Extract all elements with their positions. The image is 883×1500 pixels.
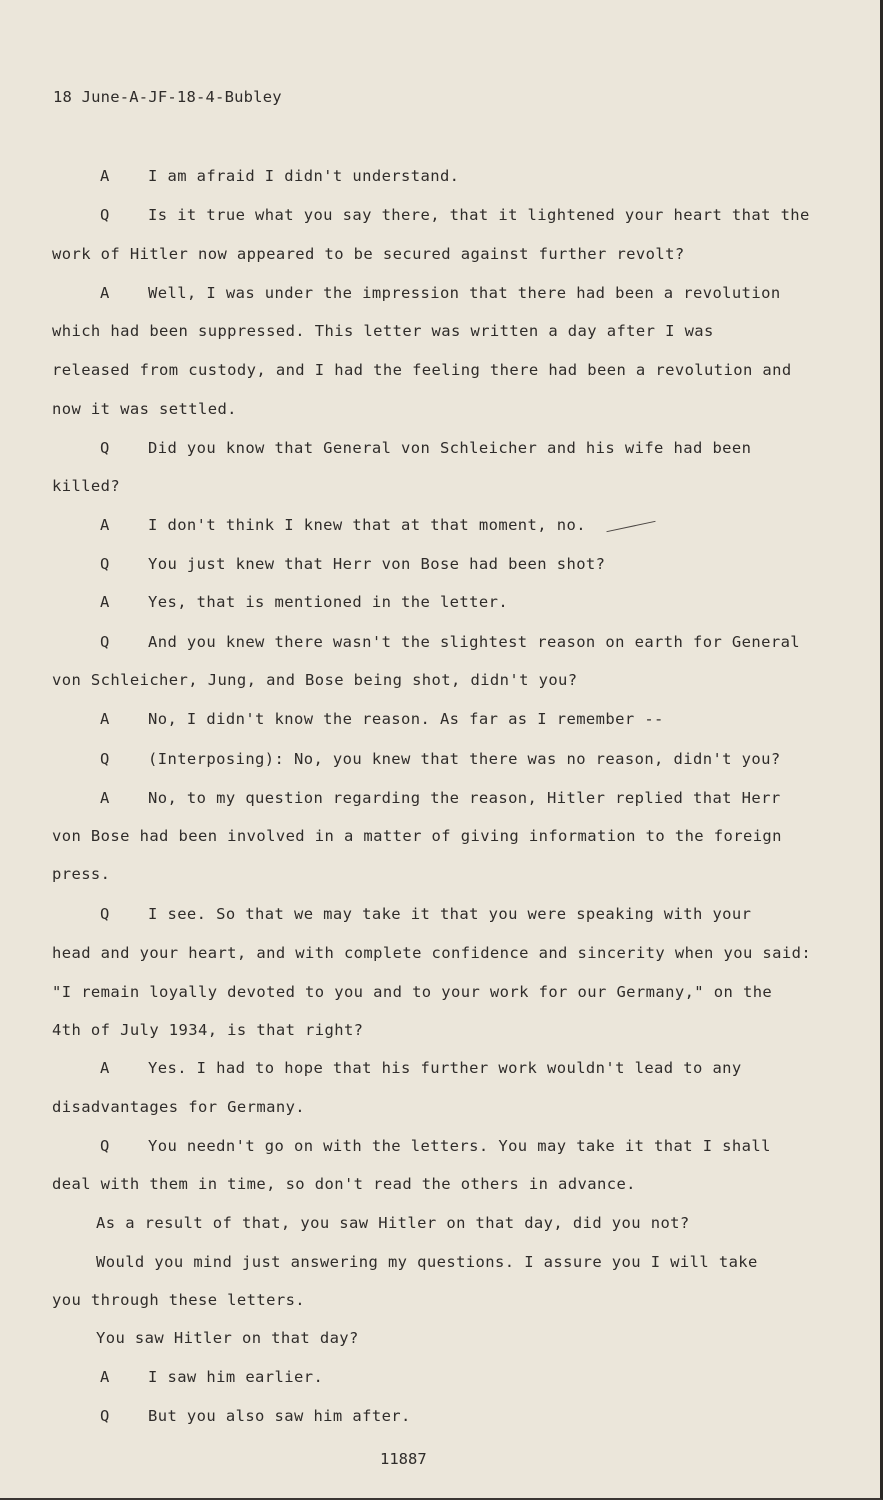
speaker-label: Q — [100, 633, 110, 651]
pen-mark — [606, 521, 655, 532]
page-number: 11887 — [380, 1450, 427, 1468]
transcript-line: But you also saw him after. — [148, 1407, 411, 1425]
speaker-label: Q — [100, 1407, 110, 1425]
transcript-line: I am afraid I didn't understand. — [148, 167, 460, 185]
speaker-label: Q — [100, 439, 110, 457]
transcript-line: disadvantages for Germany. — [52, 1098, 306, 1116]
transcript-line: Yes, that is mentioned in the letter. — [148, 593, 509, 611]
transcript-line: killed? — [52, 477, 121, 495]
transcript-line: No, to my question regarding the reason, Hitler replied that Herr — [148, 789, 781, 807]
transcript-line: Would you mind just answering my questions. I assure you I will take — [96, 1253, 758, 1271]
transcript-line: Yes. I had to hope that his further work wouldn't lead to any — [148, 1059, 742, 1077]
speaker-label: Q — [100, 1137, 110, 1155]
transcript-line: No, I didn't know the reason. As far as I remember -- — [148, 710, 664, 728]
transcript-line: And you knew there wasn't the slightest reason on earth for General — [148, 633, 801, 651]
speaker-label: Q — [100, 750, 110, 768]
transcript-line: You saw Hitler on that day? — [96, 1329, 359, 1347]
transcript-line: 4th of July 1934, is that right? — [52, 1021, 364, 1039]
speaker-label: A — [100, 789, 110, 807]
speaker-label: Q — [100, 555, 110, 573]
transcript-line: Did you know that General von Schleicher and his wife had been — [148, 439, 752, 457]
speaker-label: A — [100, 710, 110, 728]
transcript-line: released from custody, and I had the feeling there had been a revolution and — [52, 361, 792, 379]
transcript-line: you through these letters. — [52, 1291, 306, 1309]
transcript-line: (Interposing): No, you knew that there was no reason, didn't you? — [148, 750, 781, 768]
speaker-label: Q — [100, 905, 110, 923]
transcript-line: now it was settled. — [52, 400, 237, 418]
transcript-line: "I remain loyally devoted to you and to your work for our Germany," on the — [52, 983, 773, 1001]
transcript-line: I don't think I knew that at that moment, no. — [148, 516, 586, 534]
speaker-label: A — [100, 1059, 110, 1077]
speaker-label: Q — [100, 206, 110, 224]
transcript-line: Well, I was under the impression that there had been a revolution — [148, 284, 781, 302]
transcript-line: work of Hitler now appeared to be secured against further revolt? — [52, 245, 685, 263]
speaker-label: A — [100, 284, 110, 302]
transcript-line: which had been suppressed. This letter was written a day after I was — [52, 322, 714, 340]
transcript-line: I see. So that we may take it that you were speaking with your — [148, 905, 752, 923]
transcript-line: von Schleicher, Jung, and Bose being shot, didn't you? — [52, 671, 578, 689]
transcript-line: You just knew that Herr von Bose had been shot? — [148, 555, 606, 573]
transcript-line: von Bose had been involved in a matter of giving information to the foreign — [52, 827, 782, 845]
transcript-line: press. — [52, 865, 111, 883]
transcript-line: You needn't go on with the letters. You may take it that I shall — [148, 1137, 771, 1155]
transcript-line: As a result of that, you saw Hitler on that day, did you not? — [96, 1214, 690, 1232]
document-header: 18 June-A-JF-18-4-Bubley — [53, 88, 282, 106]
transcript-line: head and your heart, and with complete confidence and sincerity when you said: — [52, 944, 812, 962]
transcript-line: I saw him earlier. — [148, 1368, 324, 1386]
speaker-label: A — [100, 1368, 110, 1386]
transcript-line: deal with them in time, so don't read the others in advance. — [52, 1175, 636, 1193]
speaker-label: A — [100, 167, 110, 185]
transcript-line: Is it true what you say there, that it lightened your heart that the — [148, 206, 810, 224]
speaker-label: A — [100, 516, 110, 534]
speaker-label: A — [100, 593, 110, 611]
